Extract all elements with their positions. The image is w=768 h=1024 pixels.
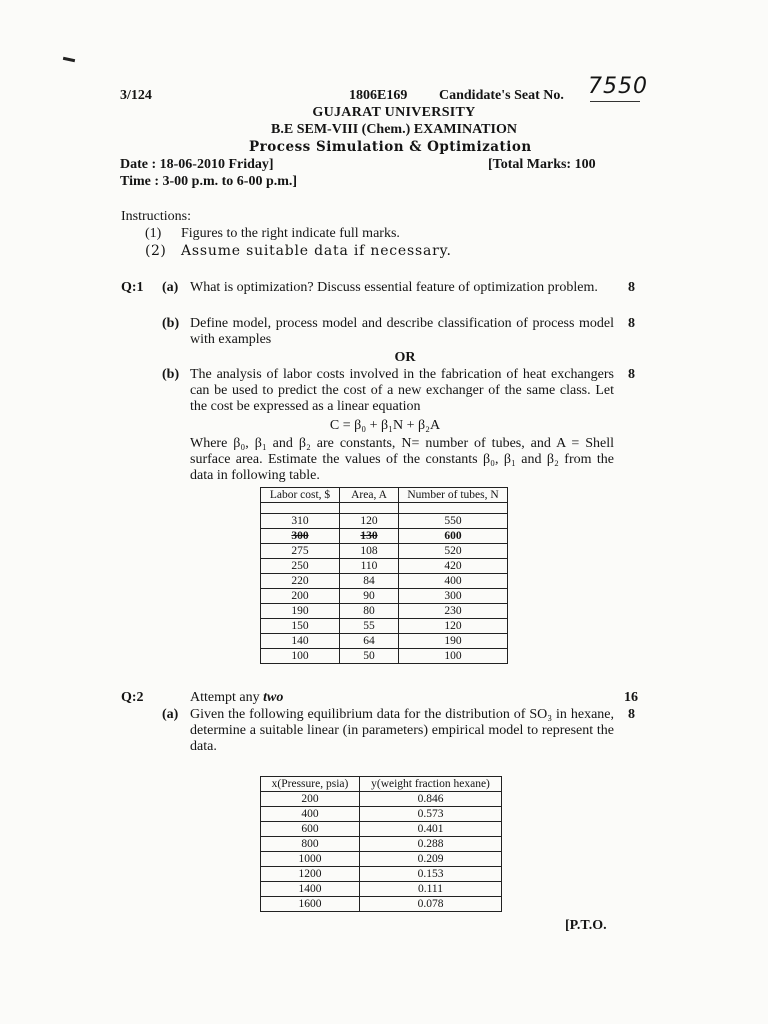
table-row — [261, 529, 508, 544]
table-cell: 130 — [340, 529, 399, 544]
table-cell: 420 — [399, 559, 508, 574]
table-cell: 0.111 — [360, 882, 502, 897]
q1-label: Q:1 — [121, 280, 144, 295]
table-row — [261, 897, 502, 912]
table-row — [261, 544, 508, 559]
q2-marks: 16 — [624, 690, 638, 705]
q1b2-marks: 8 — [628, 367, 635, 382]
table-header: Area, A — [340, 488, 399, 503]
table-row — [261, 792, 502, 807]
q2-intro-emphasis: two — [263, 690, 284, 705]
table-row — [261, 604, 508, 619]
seat-number-handwritten: 7550 — [588, 74, 648, 99]
table-cell: 0.209 — [360, 852, 502, 867]
q2a-text: Given the following equilibrium data for the distribution of SO₃ in hexane, determine a suitable linear (in parameters) empirical model to represent the data. — [190, 707, 614, 754]
table-row — [261, 559, 508, 574]
paper-code: 1806E169 — [349, 88, 408, 103]
q2a-marks: 8 — [628, 707, 635, 722]
table-cell: 1000 — [261, 852, 360, 867]
table-cell: 300 — [261, 529, 340, 544]
table-cell: 90 — [340, 589, 399, 604]
table-cell: 1400 — [261, 882, 360, 897]
q1b2-where: Where β₀, β₁ and β₂ are constants, N= number of tubes, and A = Shell surface area. Estimate the values of the constants β₀, β₁ and β₂ from the data in following table. — [190, 436, 614, 483]
table-cell: 400 — [399, 574, 508, 589]
q2-label: Q:2 — [121, 690, 144, 705]
q1b-text: Define model, process model and describe classification of process model with examples — [190, 316, 614, 347]
table-cell: 100 — [261, 649, 340, 664]
q1b-part: (b) — [162, 316, 180, 331]
pto-note: [P.T.O. — [565, 918, 607, 933]
table-cell: 190 — [399, 634, 508, 649]
instructions-title: Instructions: — [121, 209, 191, 224]
table-header-row — [261, 777, 502, 792]
table-cell: 310 — [261, 514, 340, 529]
table-cell: 600 — [399, 529, 508, 544]
table-header-row — [261, 488, 508, 503]
table-cell: 400 — [261, 807, 360, 822]
q2-intro — [190, 690, 283, 706]
table-cell: 110 — [340, 559, 399, 574]
seat-underline — [590, 101, 640, 102]
q1a-text: What is optimization? Discuss essential feature of optimization problem. — [190, 280, 598, 295]
subject-title: Process Simulation & Optimization — [249, 139, 532, 155]
university-name: GUJARAT UNIVERSITY — [312, 105, 476, 120]
table-cell: 220 — [261, 574, 340, 589]
table-header: x(Pressure, psia) — [261, 777, 360, 792]
q1a-marks: 8 — [628, 280, 635, 295]
q1b2-text: The analysis of labor costs involved in the fabrication of heat exchangers can be used to predict the cost of a new exchanger of the same class. Let the cost be expressed as a linear equation — [190, 367, 614, 414]
table-row — [261, 852, 502, 867]
q1b2-part: (b) — [162, 367, 180, 382]
table-row — [261, 634, 508, 649]
exam-date: Date : 18-06-2010 Friday] — [120, 157, 274, 172]
table-header: Labor cost, $ — [261, 488, 340, 503]
table-cell: 120 — [340, 514, 399, 529]
cost-equation: C = β₀ + β₁N + β₂A — [329, 418, 441, 433]
table-cell: 50 — [340, 649, 399, 664]
table-row — [261, 649, 508, 664]
table-row — [261, 589, 508, 604]
table-cell: 55 — [340, 619, 399, 634]
table-cell: 300 — [399, 589, 508, 604]
exam-title: B.E SEM-VIII (Chem.) EXAMINATION — [271, 122, 517, 137]
table-cell: 550 — [399, 514, 508, 529]
table-cell: 200 — [261, 589, 340, 604]
table-cell: 190 — [261, 604, 340, 619]
q2-intro-text: Attempt any — [190, 690, 260, 705]
table-cell: 0.573 — [360, 807, 502, 822]
q2a-part: (a) — [162, 707, 179, 722]
table-row — [261, 822, 502, 837]
table-cell: 800 — [261, 837, 360, 852]
table-header: y(weight fraction hexane) — [360, 777, 502, 792]
table-cell: 80 — [340, 604, 399, 619]
so3-hexane-table — [260, 776, 502, 912]
q1a-part: (a) — [162, 280, 179, 295]
total-marks: [Total Marks: 100 — [488, 157, 596, 172]
table-header: Number of tubes, N — [399, 488, 508, 503]
exam-time: Time : 3-00 p.m. to 6-00 p.m.] — [120, 174, 298, 189]
table-cell: 275 — [261, 544, 340, 559]
or-label: OR — [394, 350, 416, 365]
table-row — [261, 867, 502, 882]
table-cell: 0.846 — [360, 792, 502, 807]
instruction-1-number: (1) — [145, 226, 162, 241]
q1b-marks: 8 — [628, 316, 635, 331]
table-row — [261, 837, 502, 852]
table-cell: 0.288 — [360, 837, 502, 852]
table-cell: 600 — [261, 822, 360, 837]
table-cell: 1600 — [261, 897, 360, 912]
table-cell: 250 — [261, 559, 340, 574]
table-cell: 84 — [340, 574, 399, 589]
table-row — [261, 574, 508, 589]
stray-mark — [63, 57, 75, 62]
table-cell: 520 — [399, 544, 508, 559]
table-cell: 100 — [399, 649, 508, 664]
table-cell: 150 — [261, 619, 340, 634]
seat-label: Candidate's Seat No. — [439, 88, 564, 103]
table-cell: 1200 — [261, 867, 360, 882]
table-row — [261, 514, 508, 529]
instruction-2-text: Assume suitable data if necessary. — [181, 243, 452, 259]
table-row — [261, 882, 502, 897]
instruction-1-text: Figures to the right indicate full marks. — [181, 226, 400, 241]
paper-number: 3/124 — [120, 88, 152, 103]
table-cell: 0.401 — [360, 822, 502, 837]
table-cell: 64 — [340, 634, 399, 649]
table-cell: 200 — [261, 792, 360, 807]
table-cell: 0.078 — [360, 897, 502, 912]
labor-cost-table — [260, 487, 508, 664]
table-cell: 140 — [261, 634, 340, 649]
table-row — [261, 807, 502, 822]
table-cell: 230 — [399, 604, 508, 619]
table-cell: 0.153 — [360, 867, 502, 882]
table-row — [261, 619, 508, 634]
table-cell: 120 — [399, 619, 508, 634]
instruction-2-number: (2) — [145, 243, 167, 259]
table-cell: 108 — [340, 544, 399, 559]
